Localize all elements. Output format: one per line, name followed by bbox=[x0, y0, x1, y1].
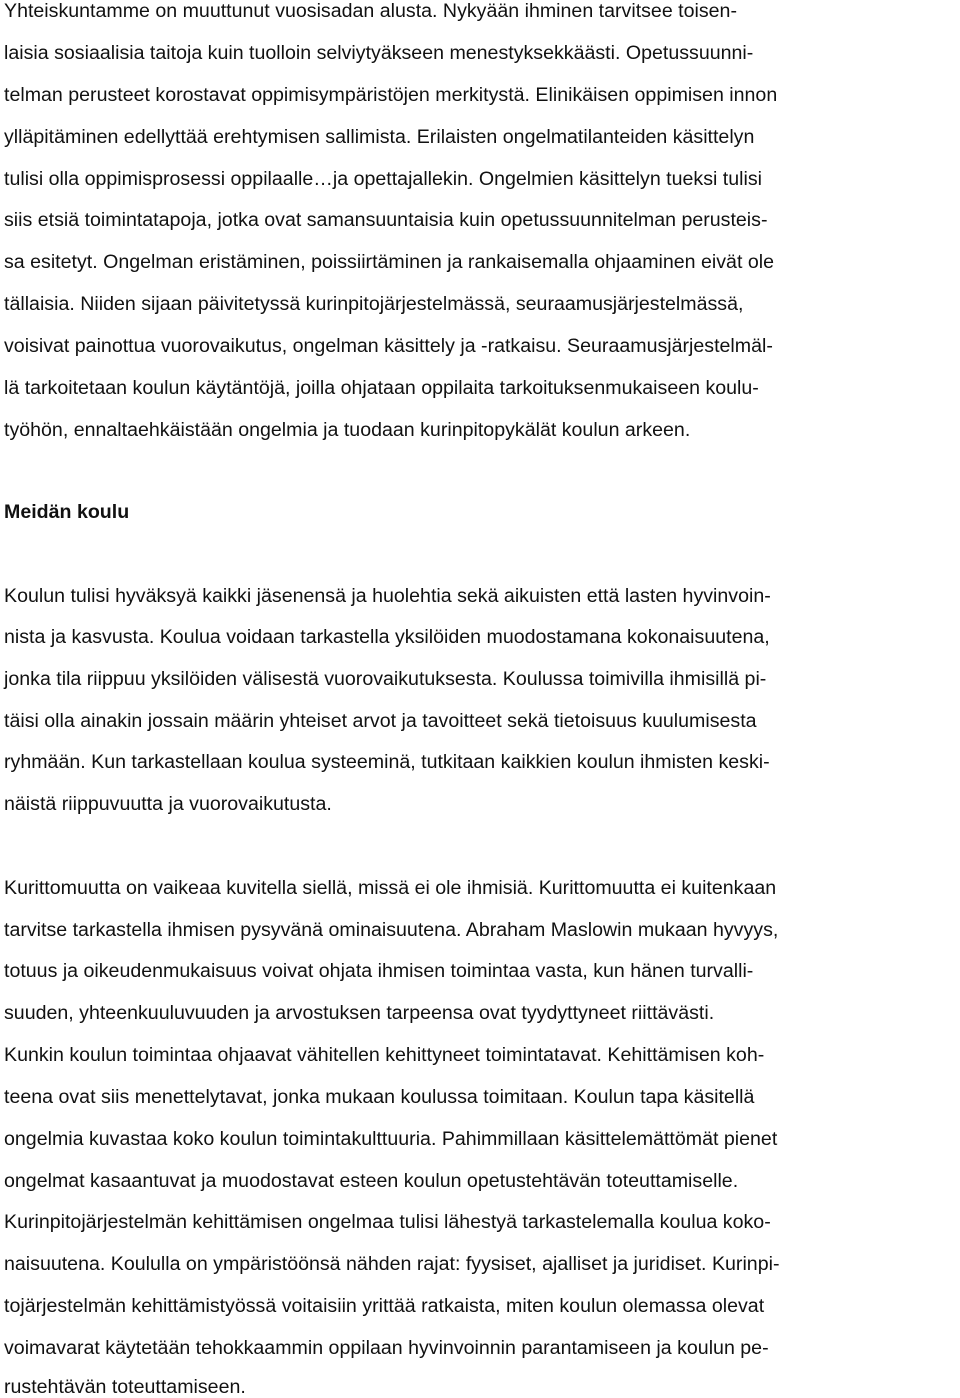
text-line: nista ja kasvusta. Koulua voidaan tarkastella yksilöiden muodostamana kokonaisuutena, bbox=[4, 626, 770, 648]
text-line: telman perusteet korostavat oppimisympäristöjen merkitystä. Elinikäisen oppimisen innon bbox=[4, 84, 778, 106]
text-line: siis etsiä toimintatapoja, jotka ovat samansuuntaisia kuin opetussuunnitelman perusteis- bbox=[4, 209, 768, 231]
text-line: naisuutena. Koululla on ympäristöönsä nähden rajat: fyysiset, ajalliset ja juridiset. Kurinpi- bbox=[4, 1253, 780, 1275]
text-line: sa esitetyt. Ongelman eristäminen, poissiirtäminen ja rankaisemalla ohjaaminen eivät ole bbox=[4, 251, 774, 273]
text-line: tulisi olla oppimisprosessi oppilaalle…ja opettajallekin. Ongelmien käsittelyn tueksi tulisi bbox=[4, 168, 762, 190]
text-line: lä tarkoitetaan koulun käytäntöjä, joilla ohjataan oppilaita tarkoituksenmukaiseen koulu- bbox=[4, 377, 759, 399]
text-line: Koulun tulisi hyväksyä kaikki jäsenensä ja huolehtia sekä aikuisten että lasten hyvinvoin- bbox=[4, 585, 771, 607]
text-line: voisivat painottua vuorovaikutus, ongelman käsittely ja -ratkaisu. Seuraamusjärjestelmäl- bbox=[4, 335, 773, 357]
text-line: Kunkin koulun toimintaa ohjaavat vähitellen kehittyneet toimintatavat. Kehittämisen koh- bbox=[4, 1044, 765, 1066]
text-line: suuden, yhteenkuuluvuuden ja arvostuksen tarpeensa ovat tyydyttyneet riittävästi. bbox=[4, 1002, 715, 1024]
text-line: jonka tila riippuu yksilöiden välisestä vuorovaikutuksesta. Koulussa toimivilla ihmisillä pi- bbox=[4, 668, 767, 690]
text-line: tojärjestelmän kehittämistyössä voitaisiin yrittää ratkaista, miten koulun olemassa olevat bbox=[4, 1295, 765, 1317]
text-line: ongelmia kuvastaa koko koulun toimintakulttuuria. Pahimmillaan käsittelemättömät pienet bbox=[4, 1128, 778, 1150]
text-line: totuus ja oikeudenmukaisuus voivat ohjata ihmisen toimintaa vasta, kun hänen turvalli- bbox=[4, 960, 754, 982]
text-line: täisi olla ainakin jossain määrin yhteiset arvot ja tavoitteet sekä tietoisuus kuulumisesta bbox=[4, 710, 757, 732]
text-line: tarvitse tarkastella ihmisen pysyvänä ominaisuutena. Abraham Maslowin mukaan hyvyys, bbox=[4, 919, 779, 941]
text-line: rustehtävän toteuttamiseen. bbox=[4, 1376, 246, 1398]
text-line: ryhmään. Kun tarkastellaan koulua systeeminä, tutkitaan kaikkien koulun ihmisten keski- bbox=[4, 751, 770, 773]
text-line: Kurinpitojärjestelmän kehittämisen ongelmaa tulisi lähestyä tarkastelemalla koulua koko- bbox=[4, 1211, 771, 1233]
text-line: Kurittomuutta on vaikeaa kuvitella siellä, missä ei ole ihmisiä. Kurittomuutta ei kuitenkaan bbox=[4, 877, 777, 899]
text-line: tällaisia. Niiden sijaan päivitetyssä kurinpitojärjestelmässä, seuraamusjärjestelmässä, bbox=[4, 293, 744, 315]
text-line: voimavarat käytetään tehokkaammin oppilaan hyvinvoinnin parantamiseen ja koulun pe- bbox=[4, 1337, 769, 1359]
text-line: ylläpitäminen edellyttää erehtymisen sallimista. Erilaisten ongelmatilanteiden käsittelyn bbox=[4, 126, 755, 148]
text-line: teena ovat siis menettelytavat, jonka mukaan koulussa toimitaan. Koulun tapa käsitellä bbox=[4, 1086, 755, 1108]
text-line: ongelmat kasaantuvat ja muodostavat esteen koulun opetustehtävän toteuttamiselle. bbox=[4, 1170, 739, 1192]
text-line: työhön, ennaltaehkäistään ongelmia ja tuodaan kurinpitopykälät koulun arkeen. bbox=[4, 419, 691, 441]
section-heading: Meidän koulu bbox=[4, 501, 130, 523]
text-line: näistä riippuvuutta ja vuorovaikutusta. bbox=[4, 793, 332, 815]
text-line: Yhteiskuntamme on muuttunut vuosisadan alusta. Nykyään ihminen tarvitsee toisen- bbox=[4, 0, 737, 22]
text-line: laisia sosiaalisia taitoja kuin tuolloin selviytyäkseen menestyksekkäästi. Opetussuunni- bbox=[4, 42, 754, 64]
